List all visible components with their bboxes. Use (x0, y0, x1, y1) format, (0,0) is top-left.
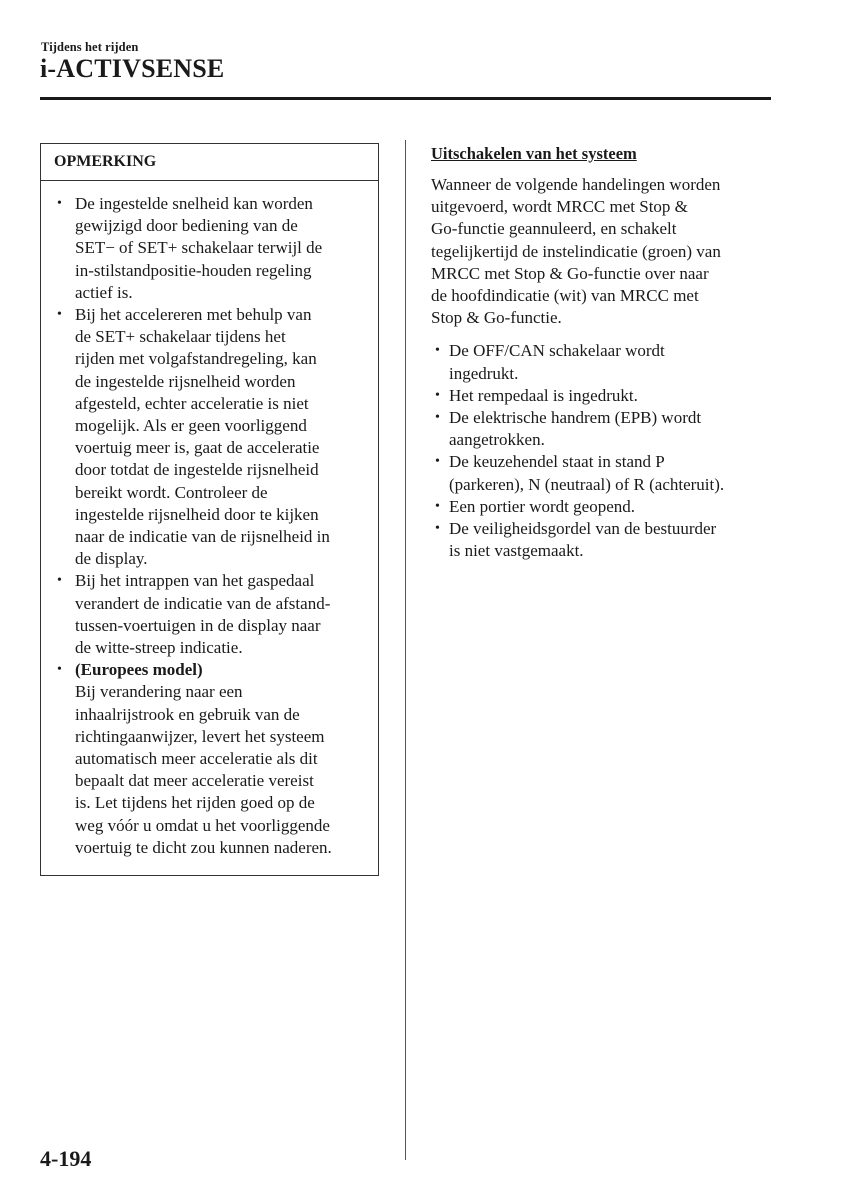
text-line: aangetrokken. (449, 430, 545, 450)
text-line: tegelijkertijd de instelindicatie (groen) van (431, 241, 721, 261)
note-item (55, 193, 372, 304)
text-line: actief is. (75, 282, 133, 302)
text-line: voertuig meer is, gaat de acceleratie (75, 438, 320, 458)
text-line: De ingestelde snelheid kan worden (75, 194, 313, 213)
text-line: gewijzigd door bediening van de (75, 216, 298, 236)
section-label: Tijdens het rijden (41, 40, 139, 54)
text-line: bereikt wordt. Controleer de (75, 482, 268, 502)
bullet-icon: • (435, 498, 440, 514)
condition-item (435, 407, 776, 451)
text-line: bepaalt dat meer acceleratie vereist (75, 771, 314, 791)
text-line: naar de indicatie van de rijsnelheid in (75, 527, 330, 547)
text-line: tussen-voertuigen in de display naar (75, 615, 321, 635)
page-number: 4-194 (40, 1146, 92, 1171)
bullet-icon: • (435, 387, 440, 403)
text-line: ingedrukt. (449, 363, 519, 383)
text-line: Bij verandering naar een (75, 682, 243, 702)
text-line: de SET+ schakelaar tijdens het (75, 327, 286, 347)
text-line: de display. (75, 549, 148, 569)
text-line: Bij het intrappen van het gaspedaal (75, 571, 315, 591)
text-line: uitgevoerd, wordt MRCC met Stop & (431, 197, 688, 217)
bullet-icon: • (435, 521, 440, 537)
column-divider (405, 140, 406, 1160)
bullet-icon: • (57, 573, 62, 589)
note-item (55, 570, 372, 659)
condition-item (435, 496, 776, 518)
bullet-icon: • (57, 307, 62, 323)
text-line: inhaalrijstrook en gebruik van de (75, 704, 300, 724)
bullet-icon: • (57, 196, 62, 211)
text-line: door totdat de ingestelde rijsnelheid (75, 460, 319, 480)
note-item (55, 304, 372, 570)
text-line: de hoofdindicatie (wit) van MRCC met (431, 286, 699, 306)
text-line: is niet vastgemaakt. (449, 541, 584, 561)
title-rule (40, 97, 771, 100)
text-line: richtingaanwijzer, levert het systeem (75, 726, 325, 746)
text-line: de witte-streep indicatie. (75, 638, 243, 658)
intro-paragraph (431, 174, 776, 329)
text-line: (parkeren), N (neutraal) of R (achteruit). (449, 474, 725, 494)
text-line: de ingestelde rijsnelheid worden (75, 371, 296, 391)
text-line: De keuzehendel staat in stand P (449, 452, 665, 472)
condition-item (435, 340, 776, 384)
text-line: De veiligheidsgordel van de bestuurder (449, 519, 717, 539)
condition-list (431, 340, 776, 562)
text-line: voertuig te dicht zou kunnen naderen. (75, 837, 332, 857)
text-line: De OFF/CAN schakelaar wordt (449, 341, 665, 361)
note-item-heading: (Europees model) (75, 660, 203, 680)
text-line: Bij het accelereren met behulp van (75, 305, 312, 325)
note-heading: OPMERKING (41, 144, 378, 181)
text-line: automatisch meer acceleratie als dit (75, 749, 318, 769)
condition-item (435, 451, 776, 495)
text-line: ingestelde rijsnelheid door te kijken (75, 504, 319, 524)
bullet-icon: • (57, 662, 62, 678)
condition-item (435, 518, 776, 562)
text-line: in-stilstandpositie-houden regeling (75, 260, 312, 280)
bullet-icon: • (435, 343, 440, 359)
text-line: Een portier wordt geopend. (449, 496, 635, 516)
page-title: i-ACTIVSENSE (40, 54, 225, 83)
text-line: rijden met volgafstandregeling, kan (75, 349, 317, 369)
right-column (431, 143, 776, 562)
note-box (40, 143, 379, 876)
text-line: verandert de indicatie van de afstand- (75, 593, 331, 613)
text-line: Stop & Go-functie. (431, 308, 562, 328)
text-line: SET− of SET+ schakelaar terwijl de (75, 238, 323, 258)
text-line: mogelijk. Als er geen voorliggend (75, 416, 307, 436)
note-body (41, 181, 378, 859)
text-line: Go-functie geannuleerd, en schakelt (431, 219, 677, 239)
text-line: De elektrische handrem (EPB) wordt (449, 408, 702, 428)
note-list (55, 193, 372, 859)
text-line: Wanneer de volgende handelingen worden (431, 175, 721, 194)
text-line: is. Let tijdens het rijden goed op de (75, 793, 315, 813)
bullet-icon: • (435, 454, 440, 470)
text-line: Het rempedaal is ingedrukt. (449, 385, 638, 405)
section-heading: Uitschakelen van het systeem (431, 144, 637, 163)
text-line: weg vóór u omdat u het voorliggende (75, 815, 330, 835)
bullet-icon: • (435, 410, 440, 426)
text-line: MRCC met Stop & Go-functie over naar (431, 263, 709, 283)
text-line: afgesteld, echter acceleratie is niet (75, 393, 309, 413)
condition-item (435, 385, 776, 407)
note-item (55, 659, 372, 859)
